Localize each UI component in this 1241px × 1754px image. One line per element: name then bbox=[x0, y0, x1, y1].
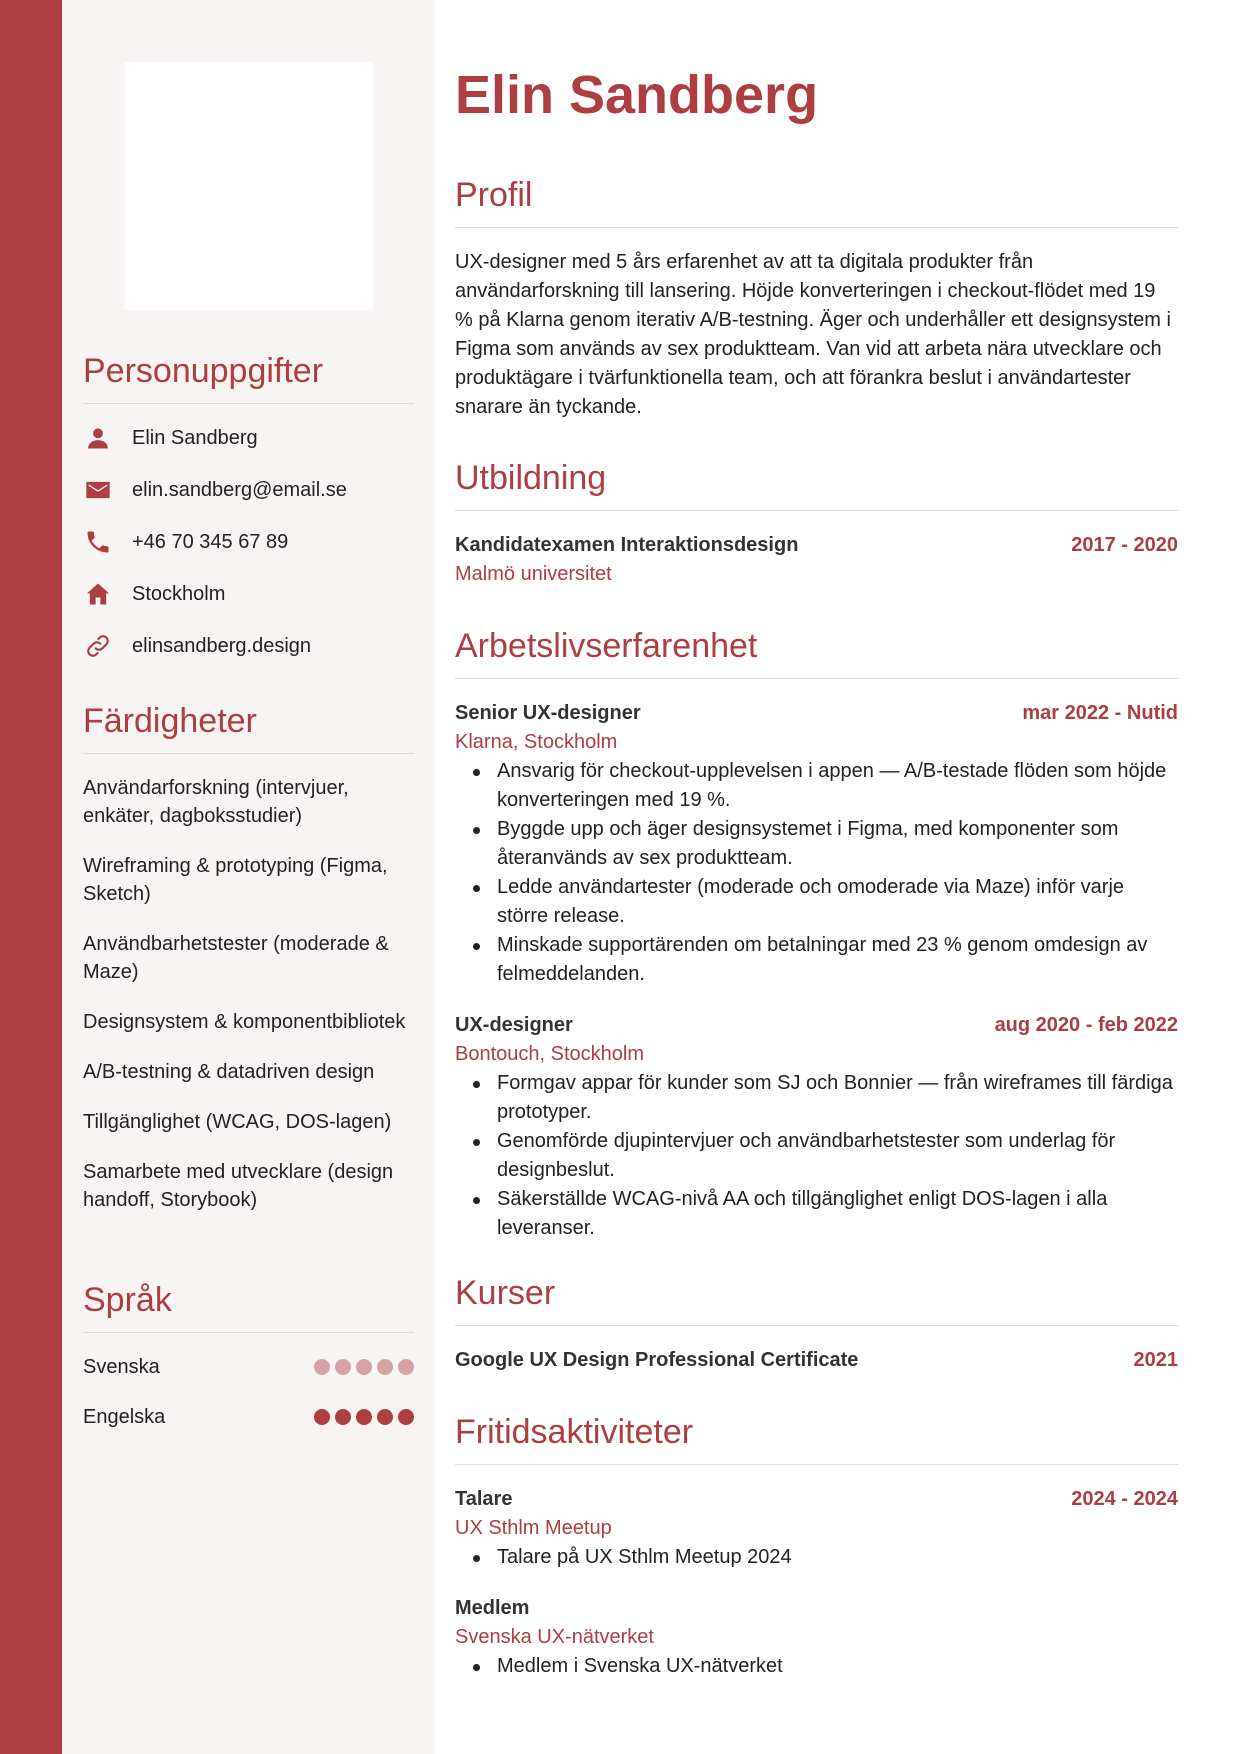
experience-heading: Arbetslivserfarenhet bbox=[455, 627, 1178, 679]
profile-text: UX-designer med 5 års erfarenhet av att ta digitala produkter från användarforskning till lansering. Höjde konverteringen i checkout-flödet med 19 % på Klarna genom iterativ A/B-testning. Äger och underhåller ett designsystem i Figma som används av sex produktteam. Van vid att arbeta nära utvecklare och produktägare i tvärfunktionella team, och att förankra beslut i användartester snarare än tyckande. bbox=[455, 251, 1171, 418]
bullet-item: Talare på UX Sthlm Meetup 2024 bbox=[471, 1543, 1178, 1572]
profile-heading: Profil bbox=[455, 176, 1178, 228]
bullet-item: Genomförde djupintervjuer och användbarhetstester som underlag för designbeslut. bbox=[471, 1127, 1178, 1185]
entry-org: Klarna, Stockholm bbox=[455, 731, 618, 753]
mail-icon bbox=[83, 475, 113, 505]
entry-org: Bontouch, Stockholm bbox=[455, 1043, 644, 1065]
skill-item: Användarforskning (intervjuer, enkäter, dagboksstudier) bbox=[83, 777, 349, 827]
skills-heading: Färdigheter bbox=[83, 702, 414, 754]
bullet-item: Byggde upp och äger designsystemet i Figma, med komponenter som återanvänds av sex produktteam. bbox=[471, 815, 1178, 873]
entry-bullets bbox=[471, 1652, 1178, 1681]
entry-date: mar 2022 - Nutid bbox=[1022, 702, 1178, 724]
entry-org: Svenska UX-nätverket bbox=[455, 1626, 654, 1648]
bullet-item: Minskade supportärenden om betalningar med 23 % genom omdesign av felmeddelanden. bbox=[471, 931, 1178, 989]
bullet-item: Formgav appar för kunder som SJ och Bonnier — från wireframes till färdiga prototyper. bbox=[471, 1069, 1178, 1127]
skill-item: A/B-testning & datadriven design bbox=[83, 1061, 375, 1083]
entry-org: UX Sthlm Meetup bbox=[455, 1517, 612, 1539]
contact-location bbox=[83, 568, 414, 620]
home-icon bbox=[83, 579, 113, 609]
profile-section bbox=[455, 176, 1178, 422]
courses-section bbox=[455, 1274, 1178, 1375]
contact-name-text: Elin Sandberg bbox=[132, 426, 258, 449]
personal-info-heading: Personuppgifter bbox=[83, 352, 414, 404]
language-item bbox=[83, 1353, 414, 1381]
level-dot bbox=[377, 1409, 393, 1425]
level-dot bbox=[335, 1409, 351, 1425]
entry-title: Talare bbox=[455, 1488, 513, 1510]
bullet-item: Ledde användartester (moderade och omoderade via Maze) inför varje större release. bbox=[471, 873, 1178, 931]
level-dot bbox=[356, 1409, 372, 1425]
contact-phone-text[interactable]: +46 70 345 67 89 bbox=[132, 530, 289, 553]
skill-list bbox=[83, 774, 414, 1214]
course-entry bbox=[455, 1346, 1178, 1375]
education-heading: Utbildning bbox=[455, 459, 1178, 511]
contact-phone bbox=[83, 516, 414, 568]
entry-title: Senior UX-designer bbox=[455, 702, 641, 724]
personal-info-section bbox=[83, 352, 414, 672]
skill-item: Tillgänglighet (WCAG, DOS-lagen) bbox=[83, 1111, 392, 1133]
language-name: Engelska bbox=[83, 1405, 166, 1428]
candidate-name: Elin Sandberg bbox=[455, 65, 819, 125]
entry-date: 2021 bbox=[1133, 1349, 1178, 1371]
courses-heading: Kurser bbox=[455, 1274, 1178, 1326]
level-dot bbox=[335, 1359, 351, 1375]
contact-website bbox=[83, 620, 414, 672]
contact-list bbox=[83, 412, 414, 672]
phone-icon bbox=[83, 527, 113, 557]
entry-org: Malmö universitet bbox=[455, 563, 612, 585]
accent-bar bbox=[0, 0, 62, 1754]
link-icon bbox=[83, 631, 113, 661]
entry-date: 2017 - 2020 bbox=[1071, 534, 1178, 556]
language-level-dots bbox=[314, 1359, 414, 1375]
contact-website-text[interactable]: elinsandberg.design bbox=[132, 634, 312, 657]
experience-entry bbox=[455, 699, 1178, 989]
level-dot bbox=[377, 1359, 393, 1375]
entry-bullets bbox=[471, 1069, 1178, 1243]
education-entry bbox=[455, 531, 1178, 589]
entry-date: 2024 - 2024 bbox=[1071, 1488, 1178, 1510]
entry-title: Google UX Design Professional Certificate bbox=[455, 1349, 859, 1371]
activity-entry bbox=[455, 1594, 1178, 1681]
language-list bbox=[83, 1353, 414, 1431]
skill-item: Designsystem & komponentbibliotek bbox=[83, 1011, 406, 1033]
skill-item: Samarbete med utvecklare (design handoff, Storybook) bbox=[83, 1161, 394, 1211]
level-dot bbox=[398, 1359, 414, 1375]
skills-section bbox=[83, 702, 414, 1236]
level-dot bbox=[356, 1359, 372, 1375]
level-dot bbox=[314, 1409, 330, 1425]
entry-bullets bbox=[471, 757, 1178, 989]
language-item bbox=[83, 1403, 414, 1431]
entry-bullets bbox=[471, 1543, 1178, 1572]
profile-photo bbox=[125, 62, 373, 310]
entry-title: UX-designer bbox=[455, 1014, 573, 1036]
skill-item: Wireframing & prototyping (Figma, Sketch) bbox=[83, 855, 388, 905]
bullet-item: Ansvarig för checkout-upplevelsen i appen — A/B-testade flöden som höjde konverteringen med 19 %. bbox=[471, 757, 1178, 815]
level-dot bbox=[314, 1359, 330, 1375]
education-section bbox=[455, 459, 1178, 589]
activities-heading: Fritidsaktiviteter bbox=[455, 1413, 1178, 1465]
languages-heading: Språk bbox=[83, 1281, 414, 1333]
experience-section bbox=[455, 627, 1178, 1243]
activities-section bbox=[455, 1413, 1178, 1681]
contact-email-text[interactable]: elin.sandberg@email.se bbox=[132, 478, 347, 501]
entry-title: Medlem bbox=[455, 1597, 530, 1619]
contact-email bbox=[83, 464, 414, 516]
languages-section bbox=[83, 1281, 414, 1453]
skill-item: Användbarhetstester (moderade & Maze) bbox=[83, 933, 389, 983]
sidebar bbox=[62, 0, 435, 1754]
level-dot bbox=[398, 1409, 414, 1425]
language-name: Svenska bbox=[83, 1355, 160, 1378]
person-icon bbox=[83, 423, 113, 453]
contact-location-text: Stockholm bbox=[132, 582, 226, 605]
entry-date: aug 2020 - feb 2022 bbox=[994, 1014, 1178, 1036]
experience-entry bbox=[455, 1011, 1178, 1243]
contact-name bbox=[83, 412, 414, 464]
bullet-item: Medlem i Svenska UX-nätverket bbox=[471, 1652, 1178, 1681]
activity-entry bbox=[455, 1485, 1178, 1572]
language-level-dots bbox=[314, 1409, 414, 1425]
entry-title: Kandidatexamen Interaktionsdesign bbox=[455, 534, 799, 556]
bullet-item: Säkerställde WCAG-nivå AA och tillgänglighet enligt DOS-lagen i alla leveranser. bbox=[471, 1185, 1178, 1243]
